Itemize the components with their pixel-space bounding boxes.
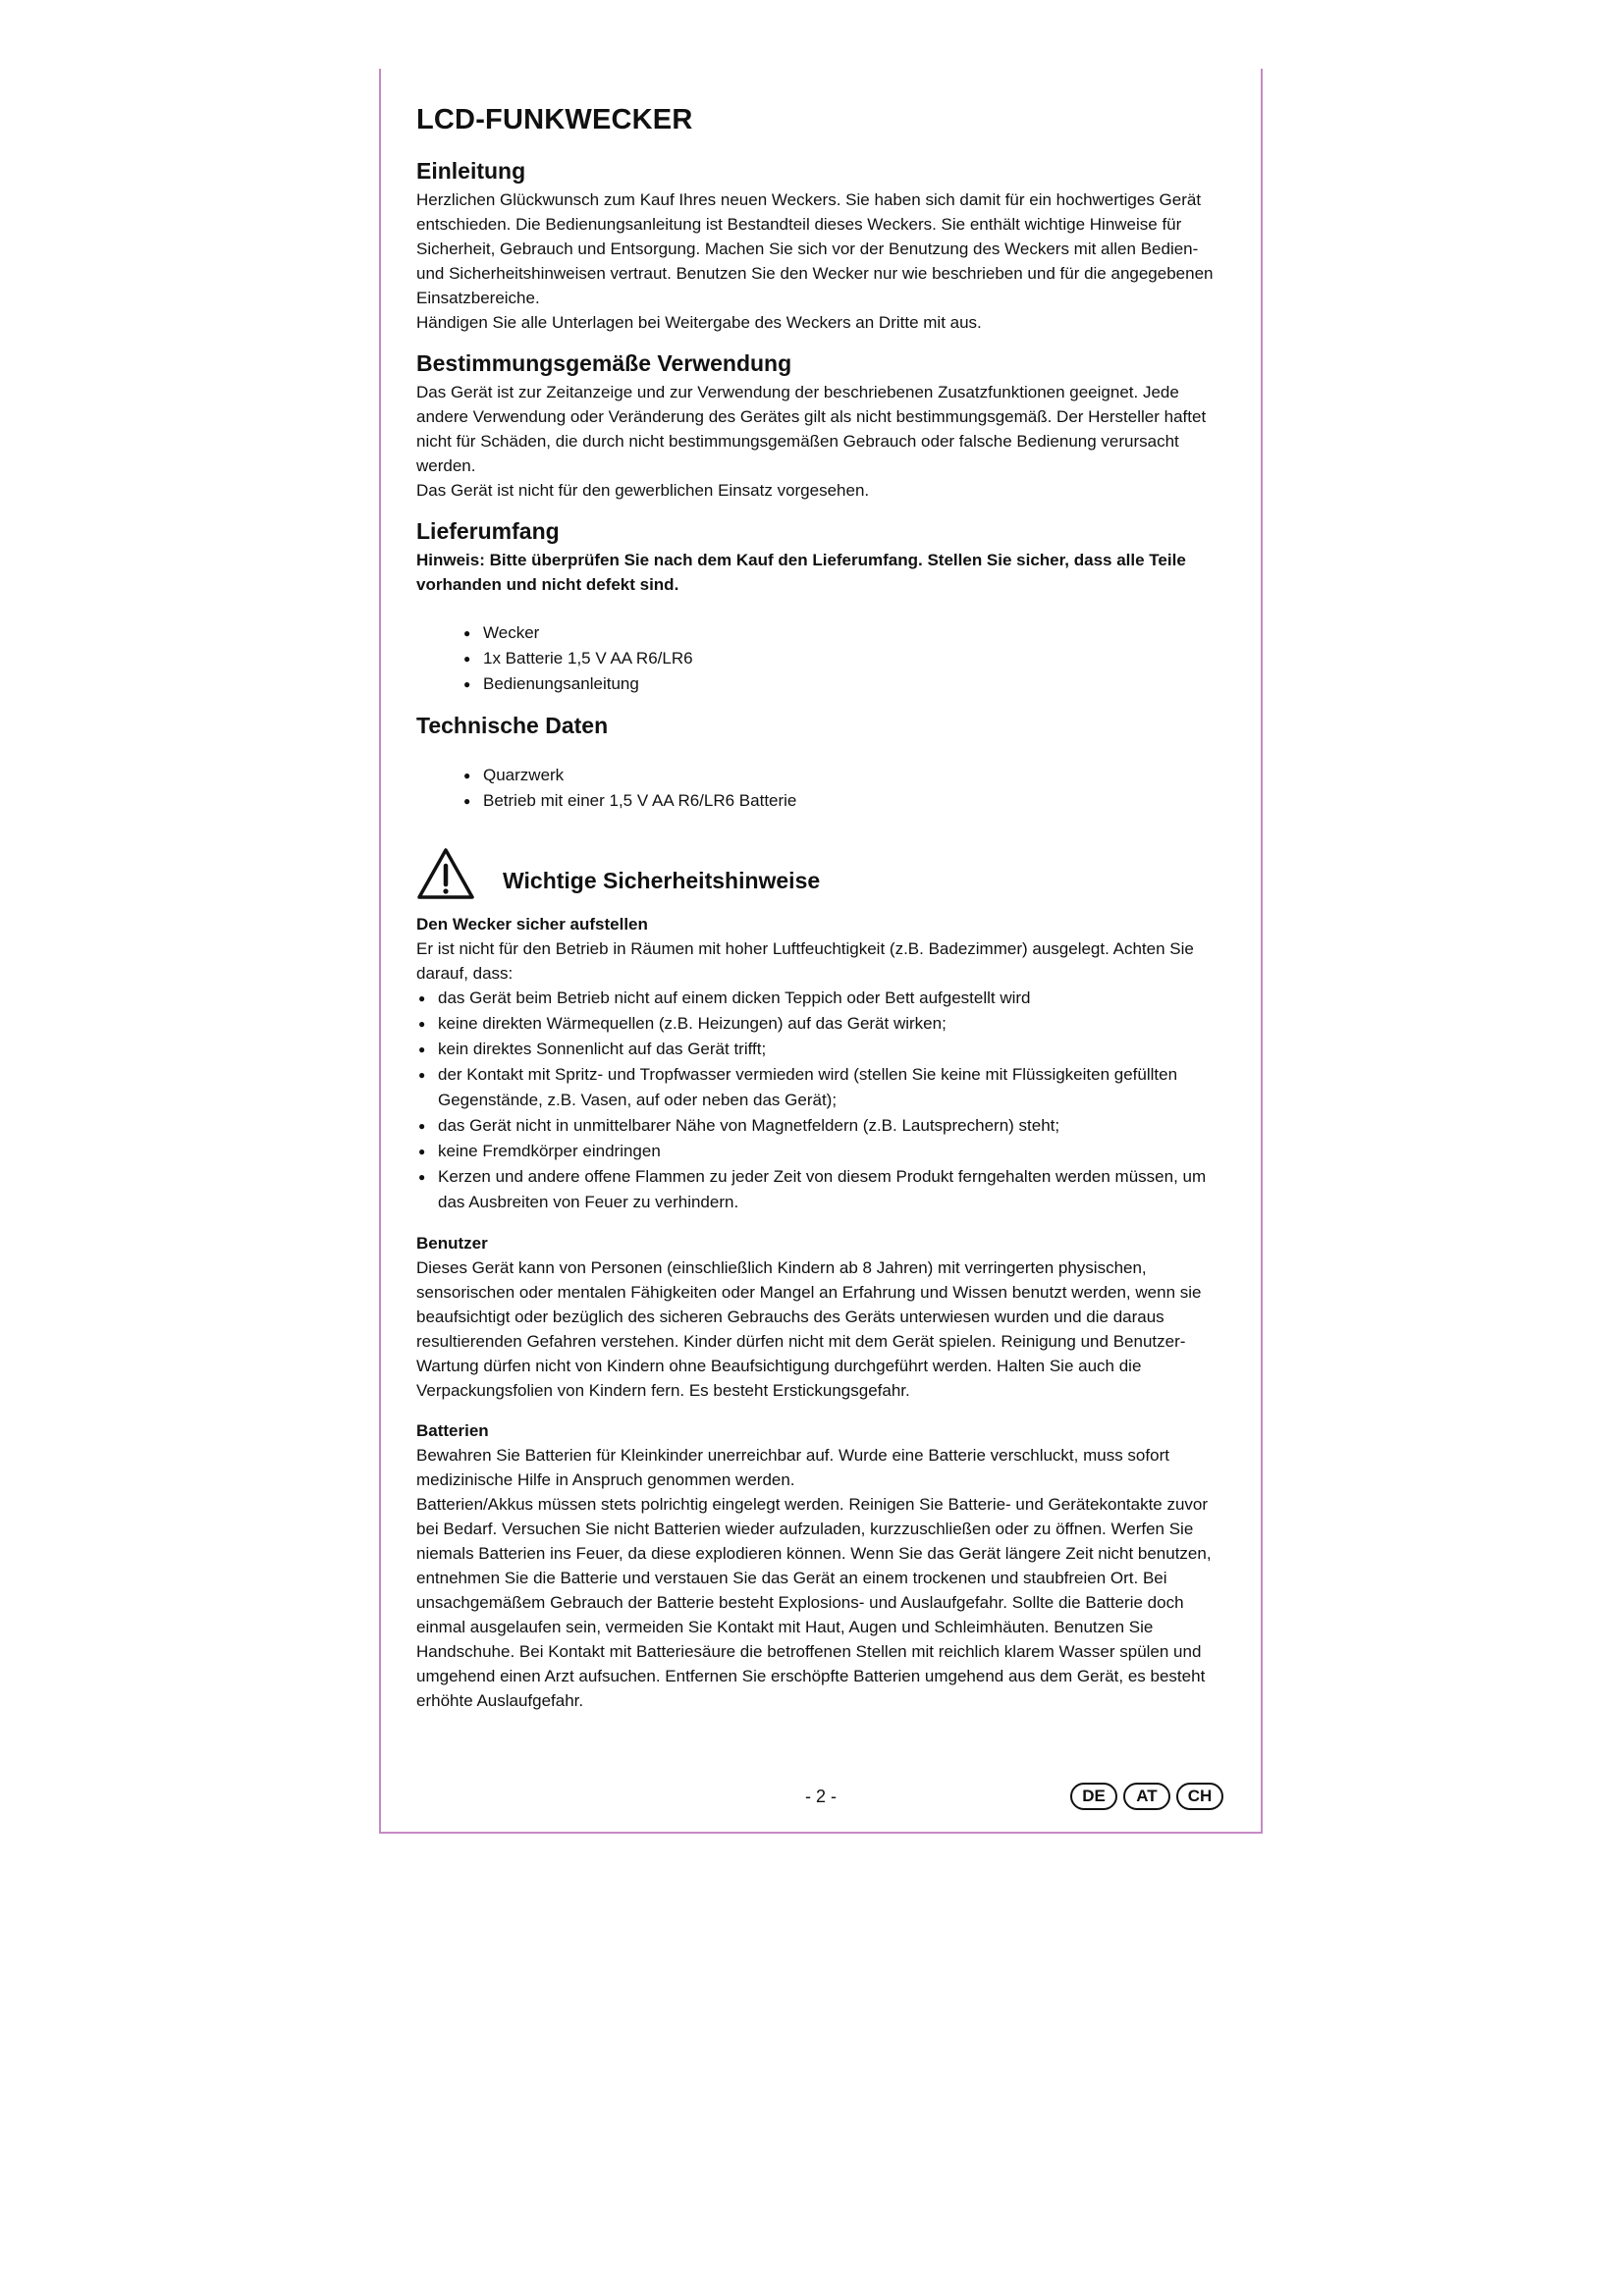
list-item: ● Wecker [463,620,1229,646]
scope-note: Hinweis: Bitte überprüfen Sie nach dem Kauf den Lieferumfang. Stellen Sie sicher, dass alle Teile vorhanden und nicht defekt sind. [416,551,1186,594]
list-item: ● der Kontakt mit Spritz- und Tropfwasser vermieden wird (stellen Sie keine mit Flüssigkeiten gefüllten Gegenstände, z.B. Vasen, auf oder neben das Gerät); [416,1062,1229,1113]
country-badge-at: AT [1123,1783,1170,1810]
section-placement [416,912,1229,1215]
usage-paragraph-1: Das Gerät ist zur Zeitanzeige und zur Verwendung der beschriebenen Zusatzfunktionen geeignet. Jede andere Verwendung oder Veränderung des Gerätes gilt als nicht bestimmungsgemäß. Der Hersteller haftet nicht für Schäden, die durch nicht bestimmungsgemäßen Gebrauch oder falsche Bedienung verursacht werden. [416,383,1207,475]
manual-page [379,69,1263,1834]
intro-paragraph-2: Händigen Sie alle Unterlagen bei Weitergabe des Weckers an Dritte mit aus. [416,313,982,332]
list-item: ● 1x Batterie 1,5 V AA R6/LR6 [463,646,1229,671]
page-title: LCD-FUNKWECKER [416,104,693,135]
list-item: ● keine direkten Wärmequellen (z.B. Heizungen) auf das Gerät wirken; [416,1011,1229,1037]
page-number: - 2 - [804,1787,837,1806]
tech-heading: Technische Daten [416,713,609,738]
list-item: ● kein direktes Sonnenlicht auf das Gerät trifft; [416,1037,1229,1062]
placement-heading: Den Wecker sicher aufstellen [416,915,648,934]
scope-heading: Lieferumfang [416,518,560,544]
section-usage [416,350,1229,503]
usage-paragraph-2: Das Gerät ist nicht für den gewerblichen Einsatz vorgesehen. [416,481,870,500]
list-item: ● das Gerät beim Betrieb nicht auf einem dicken Teppich oder Bett aufgestellt wird [416,986,1229,1011]
list-item: ● keine Fremdkörper eindringen [416,1139,1229,1164]
warning-triangle-icon [416,847,475,900]
country-badges [1070,1783,1223,1810]
users-text: Dieses Gerät kann von Personen (einschließlich Kindern ab 8 Jahren) mit verringerten physischen, sensorischen oder mentalen Fähigkeiten oder Mangel an Erfahrung und Wissen benutzt werden, wenn sie beaufsichtigt oder bezüglich des sicheren Gebrauchs des Geräts unterwiesen wurden und die daraus resultierenden Gefahren verstehen. Kinder dürfen nicht mit dem Gerät spielen. Reinigung und Benutzer-Wartung dürfen nicht von Kindern ohne Beaufsichtigung durchgeführt werden. Halten Sie auch die Verpackungsfolien von Kindern fern. Es besteht Erstickungsgefahr. [416,1258,1202,1400]
usage-heading: Bestimmungsgemäße Verwendung [416,350,792,376]
page-footer [381,1779,1261,1814]
country-badge-de: DE [1070,1783,1117,1810]
section-scope [416,518,1229,697]
safety-heading: Wichtige Sicherheitshinweise [503,868,821,893]
intro-heading: Einleitung [416,158,526,184]
batteries-paragraph-2: Batterien/Akkus müssen stets polrichtig eingelegt werden. Reinigen Sie Batterie- und Gerätekontakte zuvor bei Bedarf. Versuchen Sie nicht Batterien wieder aufzuladen, kurzzuschließen oder zu öffnen. Werfen Sie niemals Batterien ins Feuer, da diese explodieren können. Wenn Sie das Gerät längere Zeit nicht benutzen, entnehmen Sie die Batterie und verstauen Sie das Gerät an einem trockenen und staubfreien Ort. Bei unsachgemäßem Gebrauch der Batterie besteht Explosions- und Auslaufgefahr. Sollte die Batterie doch einmal ausgelaufen sein, vermeiden Sie Kontakt mit Haut, Augen und Schleimhäuten. Benutzen Sie Handschuhe. Bei Kontakt mit Batteriesäure die betroffenen Stellen mit reichlich klarem Wasser spülen und umgehend einen Arzt aufsuchen. Entfernen Sie erschöpfte Batterien umgehend aus dem Gerät, es besteht erhöhte Auslaufgefahr. [416,1495,1212,1710]
safety-header [416,847,1229,900]
list-item: ● Kerzen und andere offene Flammen zu jeder Zeit von diesem Produkt ferngehalten werden müssen, um das Ausbreiten von Feuer zu verhindern. [416,1164,1229,1215]
placement-intro: Er ist nicht für den Betrieb in Räumen mit hoher Luftfeuchtigkeit (z.B. Badezimmer) ausgelegt. Achten Sie darauf, dass: [416,939,1194,983]
batteries-paragraph-1: Bewahren Sie Batterien für Kleinkinder unerreichbar auf. Wurde eine Batterie verschluckt, muss sofort medizinische Hilfe in Anspruch genommen werden. [416,1446,1169,1489]
batteries-heading: Batterien [416,1421,489,1440]
section-tech [416,713,1229,814]
users-heading: Benutzer [416,1234,488,1253]
list-item: ● das Gerät nicht in unmittelbarer Nähe von Magnetfeldern (z.B. Lautsprechern) steht; [416,1113,1229,1139]
intro-paragraph-1: Herzlichen Glückwunsch zum Kauf Ihres neuen Weckers. Sie haben sich damit für ein hochwertiges Gerät entschieden. Die Bedienungsanleitung ist Bestandteil dieses Weckers. Sie enthält wichtige Hinweise für Sicherheit, Gebrauch und Entsorgung. Machen Sie sich vor der Benutzung des Weckers mit allen Bedien- und Sicherheitshinweisen vertraut. Benutzen Sie den Wecker nur wie beschrieben und für die angegebenen Einsatzbereiche. [416,190,1214,307]
country-badge-ch: CH [1176,1783,1223,1810]
list-item: ● Bedienungsanleitung [463,671,1229,697]
section-batteries [416,1418,1229,1713]
placement-list [416,986,1229,1215]
section-intro [416,158,1229,335]
list-item: ● Betrieb mit einer 1,5 V AA R6/LR6 Batterie [463,788,1229,814]
section-users [416,1231,1229,1403]
page-content [416,104,1229,1729]
list-item: ● Quarzwerk [463,763,1229,788]
scope-list [416,620,1229,697]
tech-list [416,763,1229,814]
